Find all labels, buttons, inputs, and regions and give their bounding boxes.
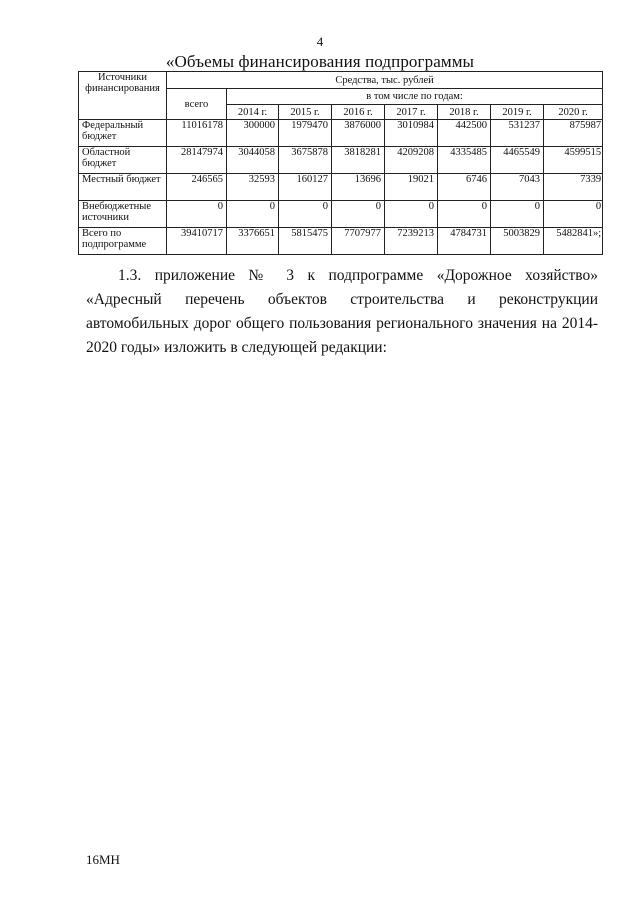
year-header: 2014 г.: [227, 105, 279, 120]
cell-value: 3675878: [279, 147, 332, 174]
cell-total: 0: [167, 201, 227, 228]
table-row: [79, 120, 603, 147]
cell-total: 246565: [167, 174, 227, 201]
cell-value: 442500: [438, 120, 491, 147]
cell-value: 0: [279, 201, 332, 228]
cell-value: 3876000: [332, 120, 385, 147]
cell-value: 7707977: [332, 228, 385, 255]
cell-value: 7043: [491, 174, 544, 201]
footer-code: 16МН: [86, 852, 120, 867]
cell-value: 3376651: [227, 228, 279, 255]
cell-value: 3010984: [385, 120, 438, 147]
cell-value: 0: [332, 201, 385, 228]
cell-value: 4335485: [438, 147, 491, 174]
cell-value: 300000: [227, 120, 279, 147]
source-column-header: Источники финансирования: [79, 72, 167, 120]
page-number: 4: [316, 34, 324, 49]
cell-value: 4465549: [491, 147, 544, 174]
cell-value: 32593: [227, 174, 279, 201]
row-label: Внебюджетные источники: [79, 201, 167, 228]
row-label: Федеральный бюджет: [79, 120, 167, 147]
cell-value: 13696: [332, 174, 385, 201]
cell-value: 160127: [279, 174, 332, 201]
cell-value: 5815475: [279, 228, 332, 255]
cell-value: 0: [385, 201, 438, 228]
year-header: 2016 г.: [332, 105, 385, 120]
year-header: 2015 г.: [279, 105, 332, 120]
total-column-header: всего: [167, 89, 227, 120]
by-years-header: в том числе по годам:: [227, 89, 603, 105]
year-header: 2019 г.: [491, 105, 544, 120]
cell-value: 7239213: [385, 228, 438, 255]
cell-value: 3818281: [332, 147, 385, 174]
body-paragraph: 1.3. приложение № 3 к подпрограмме «Дорожное хозяйство» «Адресный перечень объектов строительства и реконструкции автомобильных дорог общего пользования регионального значения на 2014-2020 годы» изложить в следующей редакции:: [86, 266, 598, 356]
funding-table: [78, 71, 603, 255]
table-row: [79, 201, 603, 228]
row-label: Местный бюджет: [79, 174, 167, 201]
cell-total: 11016178: [167, 120, 227, 147]
cell-value: 6746: [438, 174, 491, 201]
year-header: 2018 г.: [438, 105, 491, 120]
cell-value: 4209208: [385, 147, 438, 174]
cell-value: 0: [438, 201, 491, 228]
table-row: [79, 147, 603, 174]
year-header: 2020 г.: [544, 105, 603, 120]
year-header: 2017 г.: [385, 105, 438, 120]
cell-value: 0: [491, 201, 544, 228]
row-label: Областной бюджет: [79, 147, 167, 174]
table-row: [79, 174, 603, 201]
cell-value: 0: [227, 201, 279, 228]
cell-value: 4784731: [438, 228, 491, 255]
funds-header: Средства, тыс. рублей: [167, 72, 603, 89]
cell-value: 3044058: [227, 147, 279, 174]
cell-total: 39410717: [167, 228, 227, 255]
cell-total: 28147974: [167, 147, 227, 174]
row-label: Всего по подпрограмме: [79, 228, 167, 255]
cell-value: 19021: [385, 174, 438, 201]
cell-value: 0: [544, 201, 603, 228]
cell-value: 5003829: [491, 228, 544, 255]
cell-value: 7339: [544, 174, 603, 201]
cell-value: 875987: [544, 120, 603, 147]
cell-value: 5482841»;: [544, 228, 603, 255]
cell-value: 1979470: [279, 120, 332, 147]
cell-value: 531237: [491, 120, 544, 147]
cell-value: 4599515: [544, 147, 603, 174]
table-row-total: [79, 228, 603, 255]
table-title: «Объемы финансирования подпрограммы: [165, 52, 475, 71]
